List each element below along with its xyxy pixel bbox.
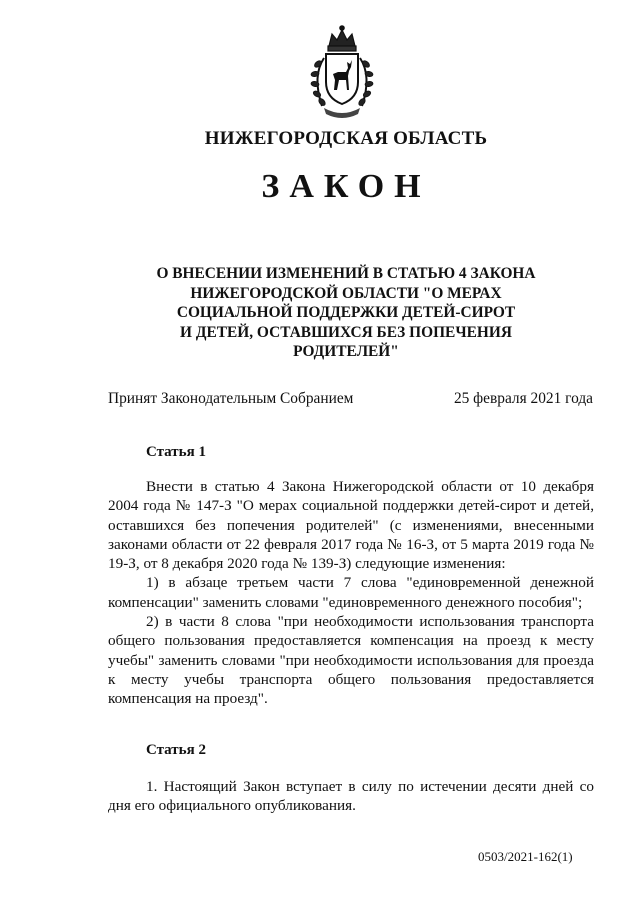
article-1-item-2: 2) в части 8 слова "при необходимости использования транспорта общего пользования предоставляется компенсация на проезд к месту учебы" заменить словами "при необходимости использования для проезда к месту учебы транспорта общего пользования предоставляется компенсация на проезд". (108, 613, 594, 708)
region-title: НИЖЕГОРОДСКАЯ ОБЛАСТЬ (204, 128, 488, 149)
adopted-by: Принят Законодательным Собранием (108, 390, 354, 407)
adoption-info (108, 390, 593, 410)
law-title (150, 264, 542, 362)
law-title-line: И ДЕТЕЙ, ОСТАВШИХСЯ БЕЗ ПОПЕЧЕНИЯ (180, 323, 512, 341)
law-title-line: СОЦИАЛЬНОЙ ПОДДЕРЖКИ ДЕТЕЙ-СИРОТ (176, 304, 516, 322)
article-2-item-1: 1. Настоящий Закон вступает в силу по истечении десяти дней со дня его официального опубликования. (108, 778, 594, 815)
law-title-line: О ВНЕСЕНИИ ИЗМЕНЕНИЙ В СТАТЬЮ 4 ЗАКОНА (156, 265, 536, 282)
registration-code: 0503/2021-162(1) (478, 849, 573, 864)
coat-of-arms-icon (302, 24, 382, 122)
article-1-heading: Статья 1 (146, 444, 206, 460)
law-title-line: РОДИТЕЛЕЙ" (293, 343, 399, 361)
article-1-intro: Внести в статью 4 Закона Нижегородской области от 10 декабря 2004 года № 147-З "О мерах социальной поддержки детей-сирот и детей, оставшихся без попечения родителей" (с изменениями, внесенными законами области от 22 февраля 2017 года № 16-З, от 5 марта 2019 года № 19-З, от 8 декабря 2020 года № 139-З) следующие изменения: (108, 478, 594, 573)
document-type-heading: ЗАКОН (261, 168, 431, 205)
article-2-body (108, 777, 594, 816)
article-1-body (108, 477, 594, 709)
article-2-heading: Статья 2 (146, 742, 206, 758)
law-title-line: НИЖЕГОРОДСКОЙ ОБЛАСТИ "О МЕРАХ (190, 284, 502, 302)
article-1-item-1: 1) в абзаце третьем части 7 слова "единовременной денежной компенсации" заменить словами "единовременного денежного пособия"; (108, 574, 594, 611)
adopted-date: 25 февраля 2021 года (453, 390, 593, 407)
